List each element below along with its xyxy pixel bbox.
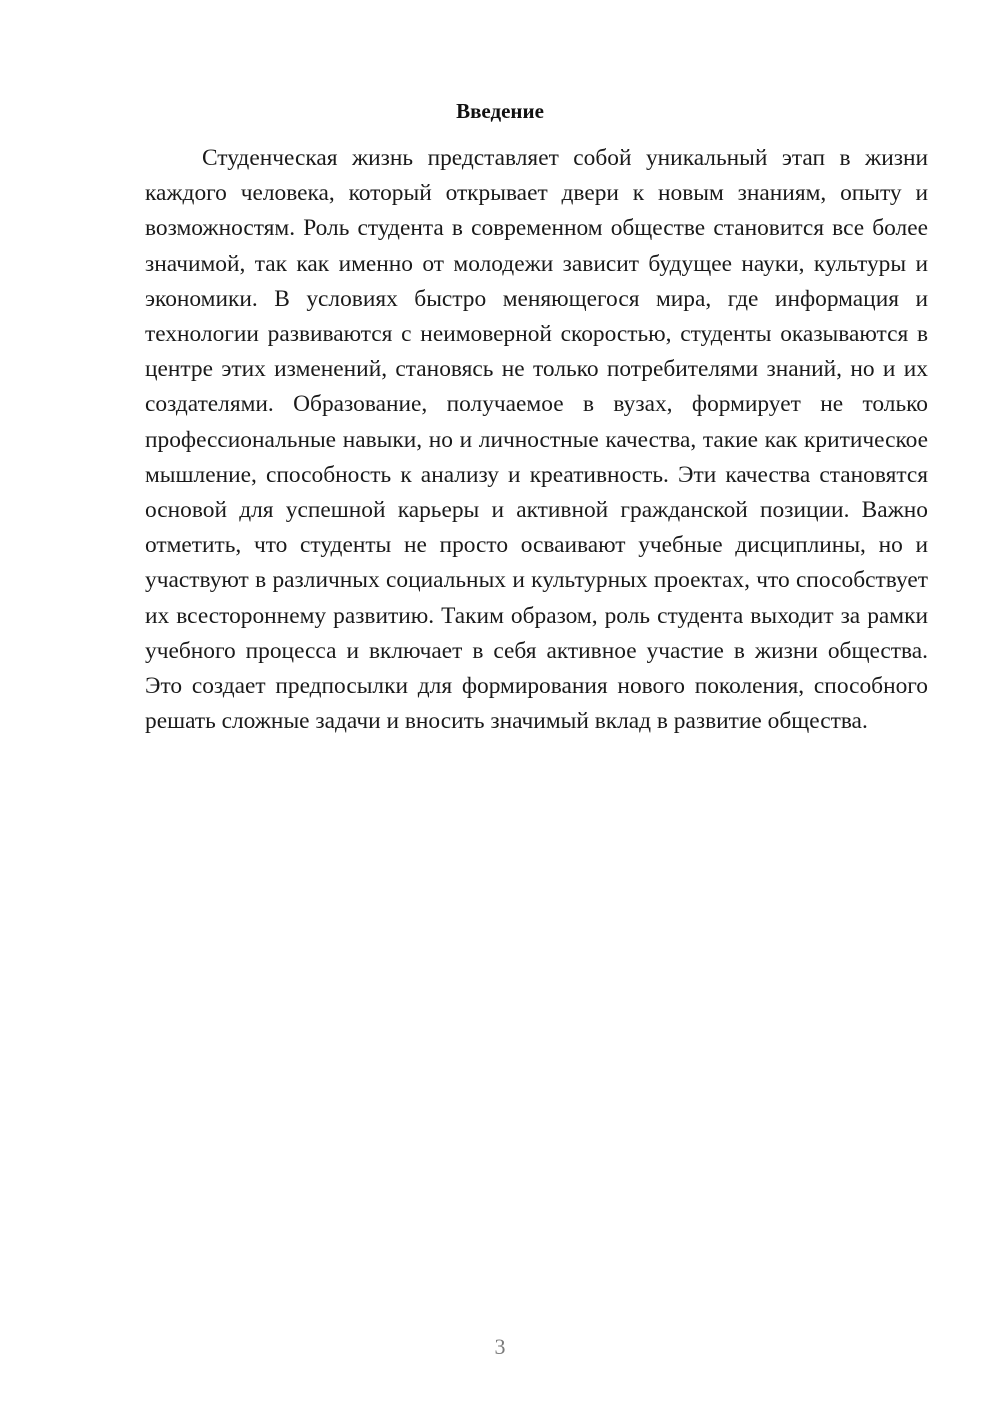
section-heading: Введение (456, 99, 544, 123)
page-number: 3 (494, 1334, 506, 1359)
body-paragraph: Студенческая жизнь представляет собой уникальный этап в жизни каждого человека, который открывает двери к новым знаниям, опыту и возможностям. Роль студента в современном обществе становится все более значимой, так как именно от молодежи зависит будущее науки, культуры и экономики. В условиях быстро меняющегося мира, где информация и технологии развиваются с неимоверной скоростью, студенты оказываются в центре этих изменений, становясь не только потребителями знаний, но и их создателями. Образование, получаемое в вузах, формирует не только профессиональные навыки, но и личностные качества, такие как критическое мышление, способность к анализу и креативность. Эти качества становятся основой для успешной карьеры и активной гражданской позиции. Важно отметить, что студенты не просто осваивают учебные дисциплины, но и участвуют в различных социальных и культурных проектах, что способствует их всестороннему развитию. Таким образом, роль студента выходит за рамки учебного процесса и включает в себя активное участие в жизни общества. Это создает предпосылки для формирования нового поколения, способного решать сложные задачи и вносить значимый вклад в развитие общества. (145, 145, 928, 735)
